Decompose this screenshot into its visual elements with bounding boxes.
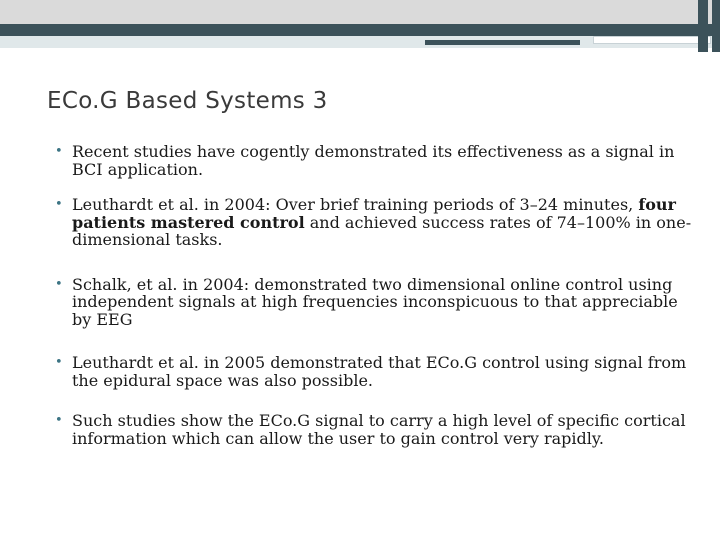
- bullet-text: Leuthardt et al. in 2005 demonstrated that ECo.G control using signal from the epidural space was also possible.: [72, 353, 687, 390]
- bullet-item: [55, 354, 695, 389]
- bullet-marker: •: [55, 413, 63, 428]
- bullet-text-bold: four patients mastered control: [72, 195, 676, 232]
- bullet-text-pre: Leuthardt et al. in 2004: Over brief training periods of 3–24 minutes,: [72, 195, 639, 214]
- header-edge-bar-right: [712, 0, 720, 52]
- bullet-list: [55, 143, 695, 465]
- bullet-marker: •: [55, 355, 63, 370]
- header-edge-bar: [698, 0, 708, 52]
- bullet-item: [55, 276, 695, 329]
- header-accent-stripe: [425, 40, 580, 45]
- bullet-item: [55, 196, 695, 249]
- bullet-marker: •: [55, 276, 63, 292]
- bullet-text: Recent studies have cogently demonstrated its effectiveness as a signal in BCI application.: [72, 142, 675, 179]
- bullet-marker: •: [55, 197, 63, 212]
- bullet-text-post: and achieved success rates of 74–100% in one-dimensional tasks.: [72, 212, 692, 249]
- bullet-item: [55, 143, 695, 178]
- header-band-top: [0, 0, 720, 24]
- bullet-text: Schalk, et al. in 2004: demonstrated two dimensional online control using independent signals at high frequencies inconspicuous to that appreciable by EEG: [72, 274, 678, 329]
- header-band-accent: [0, 24, 720, 36]
- bullet-marker: •: [55, 144, 63, 159]
- slide-title: ECo.G Based Systems 3: [47, 88, 328, 114]
- header-light-stripe: [593, 36, 711, 44]
- bullet-text: Such studies show the ECo.G signal to carry a high level of specific cortical information which can allow the user to gain control very rapidly.: [72, 411, 686, 448]
- bullet-item: [55, 412, 695, 447]
